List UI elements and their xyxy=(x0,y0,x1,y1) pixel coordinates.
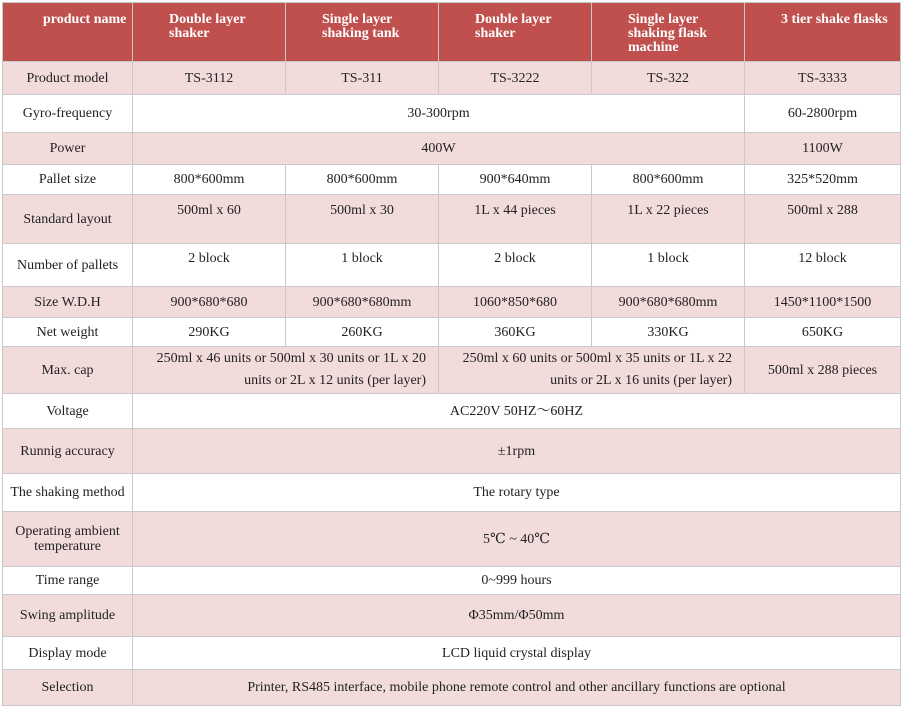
row-label: Swing amplitude xyxy=(3,595,133,637)
cell: 290KG xyxy=(133,318,286,347)
cell: 800*600mm xyxy=(133,165,286,195)
cell: TS-3112 xyxy=(133,62,286,95)
cell: 1 block xyxy=(286,244,439,287)
row-pallet-size xyxy=(3,165,901,195)
cell-span: 0~999 hours xyxy=(133,567,901,595)
header-col-5: 3 tier shake flasks xyxy=(745,3,901,62)
row-label: Max. cap xyxy=(3,347,133,394)
cell: 800*600mm xyxy=(592,165,745,195)
cell: 650KG xyxy=(745,318,901,347)
cell-span: ±1rpm xyxy=(133,429,901,474)
cell: TS-3333 xyxy=(745,62,901,95)
row-net-weight xyxy=(3,318,901,347)
row-label: Size W.D.H xyxy=(3,287,133,318)
cell: 900*680*680mm xyxy=(592,287,745,318)
row-power xyxy=(3,133,901,165)
row-label: Display mode xyxy=(3,637,133,670)
cell: 500ml x 288 xyxy=(745,195,901,244)
row-label: Selection xyxy=(3,670,133,706)
cell-span: Φ35mm/Φ50mm xyxy=(133,595,901,637)
cell: 2 block xyxy=(133,244,286,287)
cell-span: AC220V 50HZ～60HZ xyxy=(133,394,901,429)
row-label: Net weight xyxy=(3,318,133,347)
row-label: The shaking method xyxy=(3,474,133,512)
cell: TS-3222 xyxy=(439,62,592,95)
cell: 325*520mm xyxy=(745,165,901,195)
row-running-accuracy xyxy=(3,429,901,474)
header-col-1: Double layer shaker xyxy=(133,3,286,62)
cell-span: LCD liquid crystal display xyxy=(133,637,901,670)
cell-span: 250ml x 46 units or 500ml x 30 units or 1L x 20 units or 2L x 12 units (per layer) xyxy=(133,347,439,394)
cell: 800*600mm xyxy=(286,165,439,195)
cell-span: 5℃ ~ 40℃ xyxy=(133,512,901,567)
cell: 900*680*680mm xyxy=(286,287,439,318)
row-display-mode xyxy=(3,637,901,670)
row-number-of-pallets xyxy=(3,244,901,287)
cell: 500ml x 30 xyxy=(286,195,439,244)
row-label: Power xyxy=(3,133,133,165)
row-label: Voltage xyxy=(3,394,133,429)
cell-span: Printer, RS485 interface, mobile phone remote control and other ancillary functions are optional xyxy=(133,670,901,706)
cell: 1L x 22 pieces xyxy=(592,195,745,244)
cell: 1100W xyxy=(745,133,901,165)
cell: 1 block xyxy=(592,244,745,287)
cell: 12 block xyxy=(745,244,901,287)
cell: 330KG xyxy=(592,318,745,347)
cell: 260KG xyxy=(286,318,439,347)
cell: 1060*850*680 xyxy=(439,287,592,318)
cell: TS-311 xyxy=(286,62,439,95)
cell: 60-2800rpm xyxy=(745,95,901,133)
row-swing-amplitude xyxy=(3,595,901,637)
row-standard-layout xyxy=(3,195,901,244)
cell-span: 400W xyxy=(133,133,745,165)
row-gyro-frequency xyxy=(3,95,901,133)
row-max-cap xyxy=(3,347,901,394)
cell: 500ml x 288 pieces xyxy=(745,347,901,394)
cell: 900*680*680 xyxy=(133,287,286,318)
row-selection xyxy=(3,670,901,706)
row-label: Product model xyxy=(3,62,133,95)
cell-span: 250ml x 60 units or 500ml x 35 units or 1L x 22 units or 2L x 16 units (per layer) xyxy=(439,347,745,394)
row-label: Operating ambient temperature xyxy=(3,512,133,567)
header-product-name: product name xyxy=(3,3,133,62)
row-voltage xyxy=(3,394,901,429)
header-col-2: Single layer shaking tank xyxy=(286,3,439,62)
cell: 500ml x 60 xyxy=(133,195,286,244)
row-shaking-method xyxy=(3,474,901,512)
row-label: Time range xyxy=(3,567,133,595)
header-col-3: Double layer shaker xyxy=(439,3,592,62)
cell: TS-322 xyxy=(592,62,745,95)
row-label: Gyro-frequency xyxy=(3,95,133,133)
row-operating-temperature xyxy=(3,512,901,567)
cell: 1450*1100*1500 xyxy=(745,287,901,318)
row-label: Pallet size xyxy=(3,165,133,195)
row-label: Runnig accuracy xyxy=(3,429,133,474)
cell: 2 block xyxy=(439,244,592,287)
cell: 360KG xyxy=(439,318,592,347)
cell-span: 30-300rpm xyxy=(133,95,745,133)
header-row xyxy=(3,3,901,62)
cell: 1L x 44 pieces xyxy=(439,195,592,244)
cell-span: The rotary type xyxy=(133,474,901,512)
row-label: Standard layout xyxy=(3,195,133,244)
row-label: Number of pallets xyxy=(3,244,133,287)
cell: 900*640mm xyxy=(439,165,592,195)
header-col-4: Single layer shaking flask machine xyxy=(592,3,745,62)
row-size-wdh xyxy=(3,287,901,318)
row-time-range xyxy=(3,567,901,595)
row-product-model xyxy=(3,62,901,95)
spec-table xyxy=(2,2,901,706)
